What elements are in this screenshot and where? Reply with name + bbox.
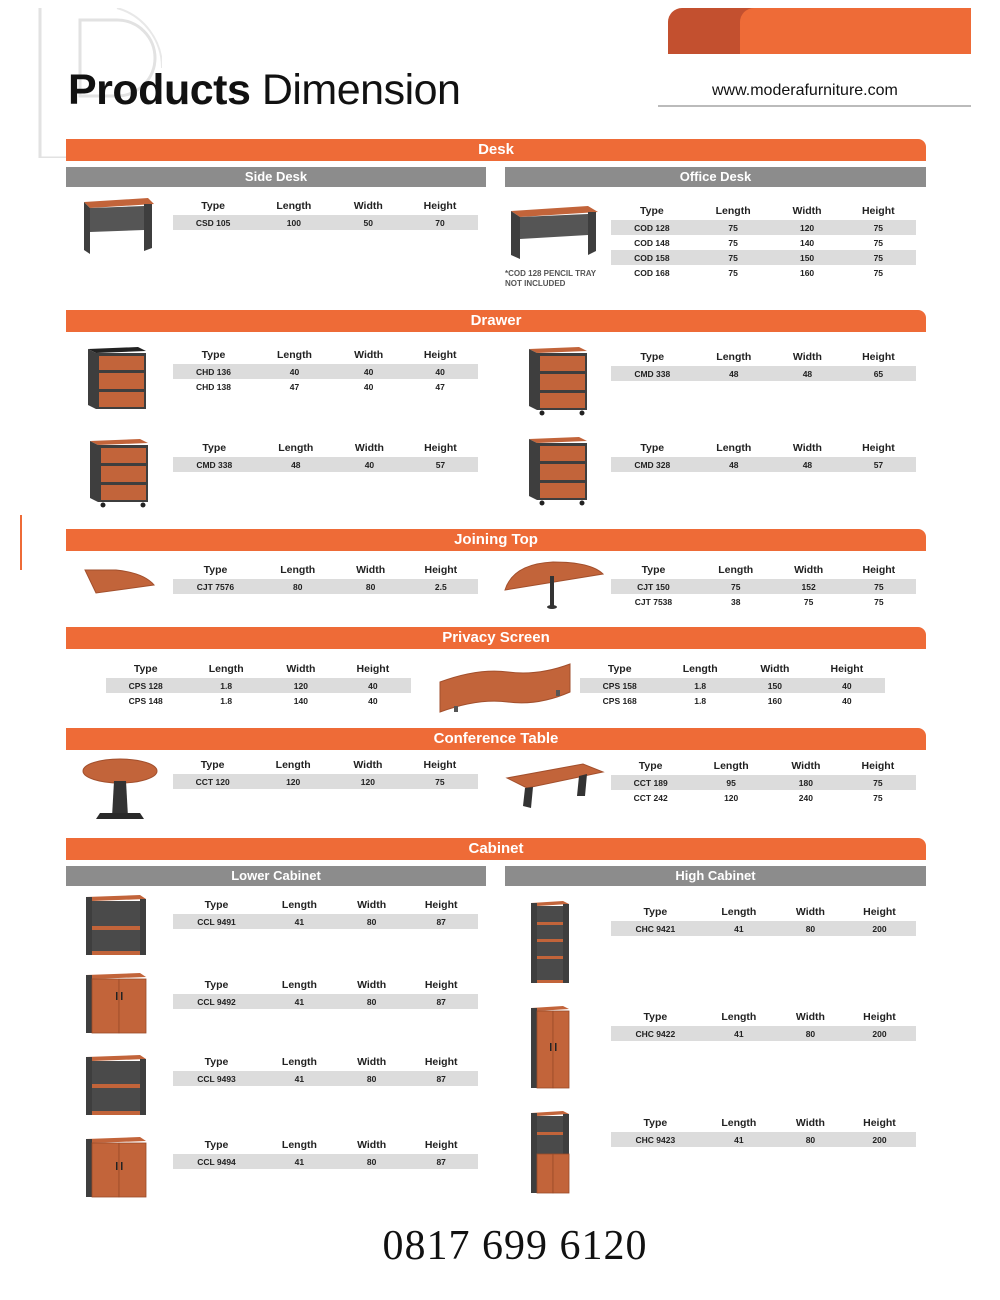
width-cell: 80 — [339, 1071, 405, 1086]
half-round-top-image — [503, 560, 605, 610]
width-cell: 40 — [363, 381, 374, 392]
length-cell: 41 — [700, 1026, 778, 1041]
length-cell: 41 — [260, 1154, 339, 1169]
type-cell: CCL 9493 — [173, 1071, 260, 1086]
table-header-row — [611, 351, 916, 366]
table-row — [611, 594, 916, 609]
table-header-row — [173, 564, 478, 579]
column-header-type: Type — [202, 442, 227, 454]
height-cell: 87 — [404, 914, 478, 929]
column-header-type: Type — [204, 979, 229, 991]
table-row — [611, 921, 916, 936]
type-cell: CMD 338 — [611, 366, 694, 381]
column-header-height: Height — [424, 899, 458, 911]
width-cell: 152 — [776, 579, 842, 594]
width-cell: 80 — [339, 1154, 405, 1169]
width-cell: 80 — [778, 921, 843, 936]
table-row — [611, 235, 916, 250]
height-cell: 75 — [841, 220, 916, 235]
column-header-type: Type — [203, 564, 228, 576]
table-header-row — [611, 1011, 916, 1026]
table-row — [173, 1071, 478, 1086]
table-header-row — [580, 663, 885, 678]
open-high-cabinet-image — [529, 900, 571, 985]
table-row — [611, 1026, 916, 1041]
table-row — [106, 693, 411, 708]
section-privacy-screen: Privacy Screen — [66, 627, 926, 649]
type-cell: CCL 9491 — [173, 914, 260, 929]
length-cell: 75 — [728, 267, 738, 278]
column-header-type: Type — [643, 1117, 668, 1129]
column-header-width: Width — [357, 1139, 387, 1151]
high-cabinet-table-2 — [611, 1011, 916, 1041]
column-header-type: Type — [641, 564, 666, 576]
height-cell: 75 — [874, 596, 884, 607]
height-cell: 200 — [843, 1132, 916, 1147]
type-cell: COD 148 — [634, 237, 670, 248]
length-cell: 48 — [694, 457, 774, 472]
table-header-row — [611, 760, 916, 775]
table-header-row — [611, 564, 916, 579]
height-cell: 87 — [404, 1154, 478, 1169]
height-cell: 75 — [841, 250, 916, 265]
column-header-width: Width — [286, 663, 316, 675]
type-cell: CJT 7576 — [173, 579, 258, 594]
door-high-cabinet-image — [529, 1005, 571, 1090]
column-header-width: Width — [357, 899, 387, 911]
width-cell: 150 — [741, 678, 809, 693]
high-cabinet-table-1 — [611, 906, 916, 936]
width-cell: 40 — [336, 457, 403, 472]
type-cell: CHC 9422 — [611, 1026, 700, 1041]
column-header-type: Type — [640, 205, 664, 217]
table-row — [173, 364, 478, 379]
width-cell: 75 — [803, 596, 814, 607]
column-header-width: Width — [795, 1011, 825, 1023]
column-header-length: Length — [276, 349, 312, 361]
table-header-row — [173, 349, 478, 364]
length-cell: 1.8 — [694, 695, 707, 706]
height-cell: 40 — [402, 364, 478, 379]
table-header-row — [611, 442, 916, 457]
type-cell: CHC 9421 — [611, 921, 700, 936]
height-cell: 75 — [873, 267, 884, 278]
drawer-table-1 — [173, 349, 478, 394]
column-header-height: Height — [830, 663, 864, 675]
length-cell: 48 — [694, 366, 774, 381]
length-cell: 38 — [731, 596, 741, 607]
length-cell: 75 — [696, 579, 776, 594]
table-header-row — [173, 1056, 478, 1071]
section-joining-top: Joining Top — [66, 529, 926, 551]
column-header-length: Length — [278, 442, 314, 454]
table-header-row — [173, 442, 478, 457]
brand-accent-bar — [668, 8, 971, 54]
table-row — [611, 250, 916, 265]
joining-top-table-1 — [173, 564, 478, 594]
column-header-height: Height — [862, 351, 895, 363]
table-row — [611, 790, 916, 805]
column-header-height: Height — [424, 1139, 458, 1151]
table-row — [611, 579, 916, 594]
office-desk-table — [611, 205, 916, 280]
lower-cabinet-table-2 — [173, 979, 478, 1009]
section-desk: Desk — [66, 139, 926, 161]
column-header-width: Width — [791, 760, 821, 772]
column-header-height: Height — [424, 979, 458, 991]
table-header-row — [173, 759, 478, 774]
column-header-width: Width — [792, 442, 822, 454]
table-row — [611, 1132, 916, 1147]
column-header-height: Height — [423, 200, 457, 212]
column-header-length: Length — [276, 200, 312, 212]
table-row — [173, 914, 478, 929]
table-row — [173, 774, 478, 789]
column-header-length: Length — [281, 1056, 317, 1068]
table-header-row — [173, 200, 478, 215]
type-cell: CCL 9494 — [173, 1154, 260, 1169]
type-cell: CCT 189 — [611, 775, 690, 790]
table-header-row — [106, 663, 411, 678]
height-cell: 70 — [402, 215, 478, 230]
height-cell: 40 — [809, 678, 885, 693]
column-header-height: Height — [862, 564, 896, 576]
page-title: Products Dimension — [68, 66, 461, 114]
column-header-height: Height — [423, 349, 457, 361]
width-cell: 80 — [778, 1132, 843, 1147]
table-header-row — [173, 899, 478, 914]
column-header-type: Type — [201, 349, 226, 361]
office-desk-note: *COD 128 PENCIL TRAY NOT INCLUDED — [505, 269, 597, 288]
width-cell: 80 — [339, 994, 405, 1009]
table-header-row — [611, 906, 916, 921]
table-row — [173, 457, 478, 472]
mobile-drawer-image — [88, 438, 150, 508]
table-row — [611, 366, 916, 381]
column-header-length: Length — [721, 1011, 757, 1023]
length-cell: 95 — [690, 775, 772, 790]
column-header-type: Type — [643, 906, 668, 918]
section-conference-table: Conference Table — [66, 728, 926, 750]
length-cell: 1.8 — [659, 678, 741, 693]
open-lower-cabinet-image — [84, 894, 148, 958]
column-header-length: Length — [281, 1139, 317, 1151]
type-cell: CJT 150 — [611, 579, 696, 594]
type-cell: CPS 168 — [602, 695, 637, 706]
lower-cabinet-table-3 — [173, 1056, 478, 1086]
column-header-type: Type — [204, 1056, 229, 1068]
length-cell: 40 — [254, 364, 335, 379]
column-header-width: Width — [760, 663, 790, 675]
width-cell: 160 — [799, 267, 815, 278]
conference-table-table-1 — [173, 759, 478, 789]
column-header-width: Width — [357, 1056, 387, 1068]
type-cell: CCT 242 — [633, 792, 668, 803]
column-header-height: Height — [356, 663, 390, 675]
height-cell: 75 — [840, 775, 916, 790]
type-cell: CHC 9423 — [611, 1132, 700, 1147]
width-cell: 140 — [293, 695, 308, 706]
width-cell: 120 — [334, 774, 402, 789]
column-header-width: Width — [794, 564, 824, 576]
column-header-width: Width — [354, 442, 384, 454]
column-header-height: Height — [424, 1056, 458, 1068]
length-cell: 120 — [724, 792, 739, 803]
column-header-length: Length — [281, 979, 317, 991]
column-header-type: Type — [643, 1011, 668, 1023]
column-header-length: Length — [721, 1117, 757, 1129]
table-row — [173, 1154, 478, 1169]
column-header-height: Height — [423, 759, 457, 771]
type-cell: CMD 338 — [173, 457, 256, 472]
divider — [658, 105, 971, 107]
column-header-length: Length — [721, 906, 757, 918]
website-link[interactable]: www.moderafurniture.com — [712, 82, 898, 99]
column-header-width: Width — [354, 349, 384, 361]
column-header-length: Length — [716, 442, 752, 454]
column-header-width: Width — [795, 906, 825, 918]
column-header-type: Type — [201, 200, 225, 212]
column-header-length: Length — [713, 760, 749, 772]
column-header-width: Width — [792, 205, 822, 217]
privacy-screen-image — [438, 662, 572, 714]
table-header-row — [611, 205, 916, 220]
length-cell: 120 — [252, 774, 334, 789]
length-cell: 41 — [260, 994, 339, 1009]
height-cell: 87 — [404, 1071, 478, 1086]
height-cell: 40 — [335, 678, 411, 693]
type-cell: CCT 120 — [173, 774, 252, 789]
height-cell: 200 — [843, 1026, 916, 1041]
height-cell: 75 — [842, 579, 916, 594]
column-header-type: Type — [640, 442, 665, 454]
type-cell: COD 168 — [634, 267, 670, 278]
round-table-image — [80, 757, 160, 821]
width-cell: 80 — [778, 1026, 843, 1041]
drawer-image — [86, 345, 150, 411]
lower-cabinet-table-4 — [173, 1139, 478, 1169]
open-lower-cabinet-image — [84, 1054, 148, 1118]
width-cell: 140 — [799, 237, 815, 248]
joining-top-table-2 — [611, 564, 916, 609]
column-header-type: Type — [640, 351, 665, 363]
table-row — [611, 265, 916, 280]
column-header-type: Type — [200, 759, 225, 771]
width-cell: 80 — [339, 914, 405, 929]
phone-number[interactable]: 0817 699 6120 — [382, 1223, 648, 1269]
drawer-table-2 — [611, 351, 916, 381]
column-header-length: Length — [718, 564, 754, 576]
width-cell: 240 — [798, 792, 813, 803]
height-cell: 57 — [403, 457, 478, 472]
column-header-width: Width — [792, 351, 822, 363]
height-cell: 57 — [841, 457, 916, 472]
column-header-height: Height — [862, 442, 895, 454]
length-cell: 47 — [289, 381, 300, 392]
side-desk-image — [80, 196, 155, 256]
height-cell: 75 — [873, 792, 883, 803]
width-cell: 180 — [772, 775, 840, 790]
column-header-height: Height — [863, 1011, 896, 1023]
type-cell: CJT 7538 — [634, 596, 673, 607]
width-cell: 48 — [774, 366, 841, 381]
table-row — [173, 579, 478, 594]
section-drawer: Drawer — [66, 310, 926, 332]
edge-mark — [20, 515, 22, 570]
column-header-length: Length — [208, 663, 244, 675]
type-cell: CPS 148 — [128, 695, 163, 706]
column-header-height: Height — [863, 906, 896, 918]
table-header-row — [611, 1117, 916, 1132]
column-header-width: Width — [353, 200, 383, 212]
table-row — [173, 379, 478, 394]
column-header-length: Length — [280, 564, 316, 576]
column-header-type: Type — [133, 663, 158, 675]
mobile-drawer-image — [527, 436, 589, 506]
rectangular-table-image — [505, 762, 605, 810]
column-header-height: Height — [861, 760, 895, 772]
type-cell: COD 128 — [611, 220, 693, 235]
column-header-width: Width — [356, 564, 386, 576]
door-lower-cabinet-image — [84, 972, 148, 1036]
side-desk-table — [173, 200, 478, 230]
type-cell: CCL 9492 — [173, 994, 260, 1009]
column-header-type: Type — [638, 760, 663, 772]
type-cell: CPS 158 — [580, 678, 659, 693]
table-header-row — [173, 1139, 478, 1154]
column-header-length: Length — [281, 899, 317, 911]
conference-table-table-2 — [611, 760, 916, 805]
length-cell: 75 — [728, 237, 738, 248]
column-header-height: Height — [424, 442, 457, 454]
type-cell: CHD 138 — [196, 381, 231, 392]
column-header-width: Width — [357, 979, 387, 991]
length-cell: 41 — [700, 921, 778, 936]
length-cell: 41 — [260, 914, 339, 929]
type-cell: CSD 105 — [173, 215, 253, 230]
length-cell: 1.8 — [185, 678, 267, 693]
width-cell: 50 — [335, 215, 403, 230]
width-cell: 40 — [335, 364, 402, 379]
high-cabinet-table-3 — [611, 1117, 916, 1147]
column-header-length: Length — [275, 759, 311, 771]
column-header-width: Width — [353, 759, 383, 771]
height-cell: 75 — [873, 237, 884, 248]
column-header-width: Width — [795, 1117, 825, 1129]
height-cell: 75 — [402, 774, 478, 789]
height-cell: 87 — [404, 994, 478, 1009]
length-cell: 75 — [693, 250, 774, 265]
width-cell: 160 — [767, 695, 782, 706]
drawer-table-4 — [611, 442, 916, 472]
column-header-length: Length — [715, 205, 751, 217]
height-cell: 47 — [435, 381, 445, 392]
length-cell: 80 — [258, 579, 338, 594]
type-cell: CMD 328 — [611, 457, 694, 472]
width-cell: 120 — [267, 678, 335, 693]
table-row — [173, 994, 478, 1009]
length-cell: 48 — [256, 457, 336, 472]
office-desk-image — [508, 203, 600, 263]
subsection-office-desk: Office Desk — [505, 167, 926, 187]
width-cell: 150 — [774, 250, 841, 265]
section-cabinet: Cabinet — [66, 838, 926, 860]
type-cell: CPS 128 — [106, 678, 185, 693]
length-cell: 41 — [260, 1071, 339, 1086]
table-row — [611, 457, 916, 472]
length-cell: 1.8 — [220, 695, 233, 706]
table-row — [106, 678, 411, 693]
length-cell: 100 — [253, 215, 334, 230]
table-row — [611, 775, 916, 790]
height-cell: 40 — [842, 695, 852, 706]
half-open-high-cabinet-image — [529, 1110, 571, 1195]
width-cell: 48 — [774, 457, 841, 472]
table-row — [580, 678, 885, 693]
column-header-type: Type — [204, 1139, 229, 1151]
height-cell: 2.5 — [404, 579, 478, 594]
column-header-type: Type — [607, 663, 632, 675]
column-header-length: Length — [716, 351, 752, 363]
drawer-table-3 — [173, 442, 478, 472]
table-header-row — [173, 979, 478, 994]
column-header-length: Length — [682, 663, 718, 675]
table-row — [173, 215, 478, 230]
height-cell: 200 — [843, 921, 916, 936]
type-cell: CHD 136 — [173, 364, 254, 379]
column-header-height: Height — [863, 1117, 896, 1129]
height-cell: 40 — [368, 695, 378, 706]
length-cell: 75 — [693, 220, 774, 235]
subsection-high-cabinet: High Cabinet — [505, 866, 926, 886]
table-row — [611, 220, 916, 235]
width-cell: 120 — [774, 220, 841, 235]
length-cell: 41 — [700, 1132, 778, 1147]
privacy-screen-table-1 — [106, 663, 411, 708]
subsection-side-desk: Side Desk — [66, 167, 486, 187]
height-cell: 65 — [841, 366, 916, 381]
column-header-height: Height — [424, 564, 458, 576]
corner-top-image — [82, 567, 157, 597]
column-header-height: Height — [861, 205, 895, 217]
privacy-screen-table-2 — [580, 663, 885, 708]
column-header-type: Type — [204, 899, 229, 911]
mobile-drawer-image — [527, 346, 589, 416]
subsection-lower-cabinet: Lower Cabinet — [66, 866, 486, 886]
lower-cabinet-table-1 — [173, 899, 478, 929]
type-cell: COD 158 — [611, 250, 693, 265]
width-cell: 80 — [338, 579, 404, 594]
door-lower-cabinet-image — [84, 1136, 148, 1200]
table-row — [580, 693, 885, 708]
